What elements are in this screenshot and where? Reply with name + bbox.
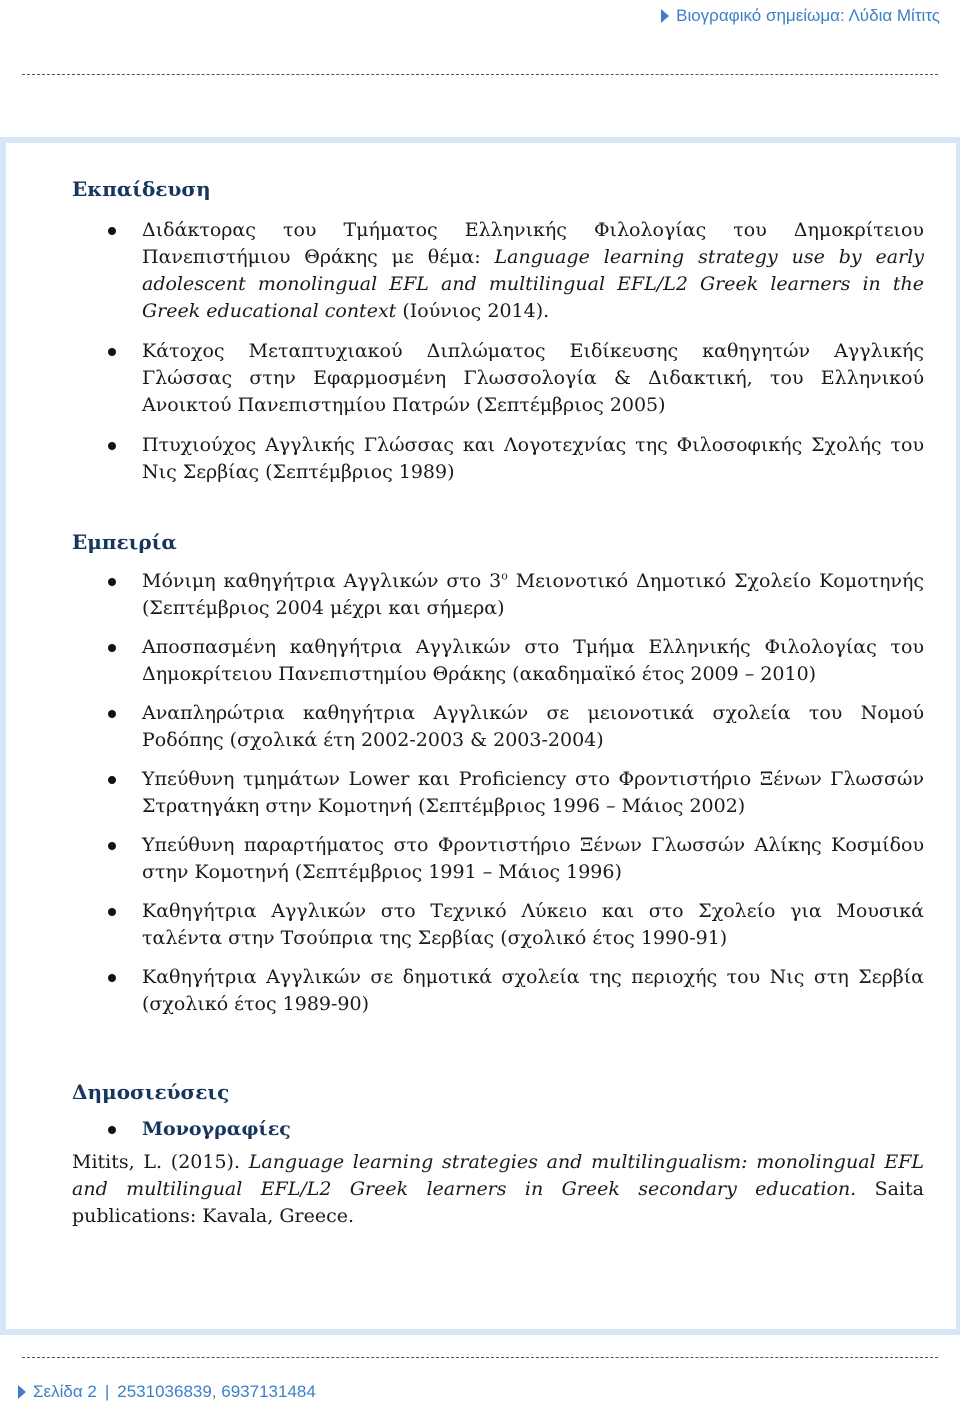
cv-content bbox=[72, 175, 924, 1249]
experience-item bbox=[72, 568, 924, 622]
education-list bbox=[72, 217, 924, 486]
footer-separator: | bbox=[104, 1382, 110, 1401]
experience-item: Καθηγήτρια Αγγλικών στο Τεχνικό Λύκειο και στο Σχολείο για Μουσικά ταλέντα στην Τσούπρια της Σερβίας (σχολικό έτος 1990-91) bbox=[72, 898, 924, 952]
education-item bbox=[72, 217, 924, 325]
education-item-text: Διδάκτορας του Τμήματος Ελληνικής Φιλολογίας του Δημοκρίτειου Πανεπιστήμιου Θράκης με θέμα: bbox=[142, 219, 924, 268]
experience-section bbox=[72, 528, 924, 1018]
footer-divider bbox=[22, 1357, 938, 1358]
reference-publisher: Saita publications: Kavala, Greece. bbox=[72, 1178, 924, 1227]
page-header bbox=[661, 4, 940, 28]
thesis-title: Language learning strategy use by early adolescent monolingual EFL and multilingual EFL/L2 Greek learners in the Greek educational context bbox=[142, 246, 925, 322]
education-item-date: (Ιούνιος 2014). bbox=[396, 300, 550, 322]
education-item: Κάτοχος Μεταπτυχιακού Διπλώματος Ειδίκευσης καθηγητών Αγγλικής Γλώσσας στην Εφαρμοσμένη Γλωσσολογία & Διδακτική, του Ελληνικού Ανοικτού Πανεπιστημίου Πατρών (Σεπτέμβριος 2005) bbox=[72, 338, 924, 419]
experience-item: Υπεύθυνη παραρτήματος στο Φροντιστήριο Ξένων Γλωσσών Αλίκης Κοσμίδου στην Κομοτηνή (Σεπτέμβριος 1991 – Μάιος 1996) bbox=[72, 832, 924, 886]
monographs-subheading: Μονογραφίες bbox=[72, 1116, 924, 1143]
education-item: Πτυχιούχος Αγγλικής Γλώσσας και Λογοτεχνίας της Φιλοσοφικής Σχολής του Νις Σερβίας (Σεπτέμβριος 1989) bbox=[72, 432, 924, 486]
reference-author: Mitits, L. (2015). bbox=[72, 1151, 249, 1173]
education-heading: Εκπαίδευση bbox=[72, 177, 211, 201]
experience-item: Καθηγήτρια Αγγλικών σε δημοτικά σχολεία της περιοχής του Νις στη Σερβία (σχολικό έτος 1989-90) bbox=[72, 964, 924, 1018]
ordinal-superscript: ο bbox=[501, 569, 508, 583]
footer-phones: 2531036839, 6937131484 bbox=[117, 1382, 316, 1401]
page-footer bbox=[18, 1382, 316, 1402]
reference-title: Language learning strategies and multilingualism: monolingual EFL and multilingual EFL/L2 Greek learners in Greek secondary education. bbox=[72, 1151, 925, 1200]
publications-section bbox=[72, 1078, 924, 1230]
experience-item-text: Μόνιμη καθηγήτρια Αγγλικών στο 3 bbox=[142, 570, 502, 592]
triangle-icon bbox=[18, 1385, 26, 1399]
education-section bbox=[72, 175, 924, 486]
experience-item: Αναπληρώτρια καθηγήτρια Αγγλικών σε μειονοτικά σχολεία του Νομού Ροδόπης (σχολικά έτη 2002-2003 & 2003-2004) bbox=[72, 700, 924, 754]
experience-list bbox=[72, 568, 924, 1018]
experience-item-text: Μειονοτικό Δημοτικό Σχολείο Κομοτηνής (Σεπτέμβριος 2004 μέχρι και σήμερα) bbox=[142, 570, 924, 619]
page-number: Σελίδα 2 bbox=[33, 1382, 97, 1401]
experience-item: Αποσπασμένη καθηγήτρια Αγγλικών στο Τμήμα Ελληνικής Φιλολογίας του Δημοκρίτειου Πανεπιστημίου Θράκης (ακαδημαϊκό έτος 2009 – 2010) bbox=[72, 634, 924, 688]
header-title: Βιογραφικό σημείωμα: Λύδια Μίτιτς bbox=[676, 6, 940, 25]
experience-item: Υπεύθυνη τμημάτων Lower και Proficiency στο Φροντιστήριο Ξένων Γλωσσών Στρατηγάκη στην Κομοτηνή (Σεπτέμβριος 1996 – Μάιος 2002) bbox=[72, 766, 924, 820]
publication-reference bbox=[72, 1149, 924, 1230]
header-divider bbox=[22, 74, 938, 75]
publications-list bbox=[72, 1116, 924, 1143]
publications-heading: Δημοσιεύσεις bbox=[72, 1080, 230, 1104]
experience-heading: Εμπειρία bbox=[72, 530, 177, 554]
triangle-icon bbox=[661, 9, 669, 23]
